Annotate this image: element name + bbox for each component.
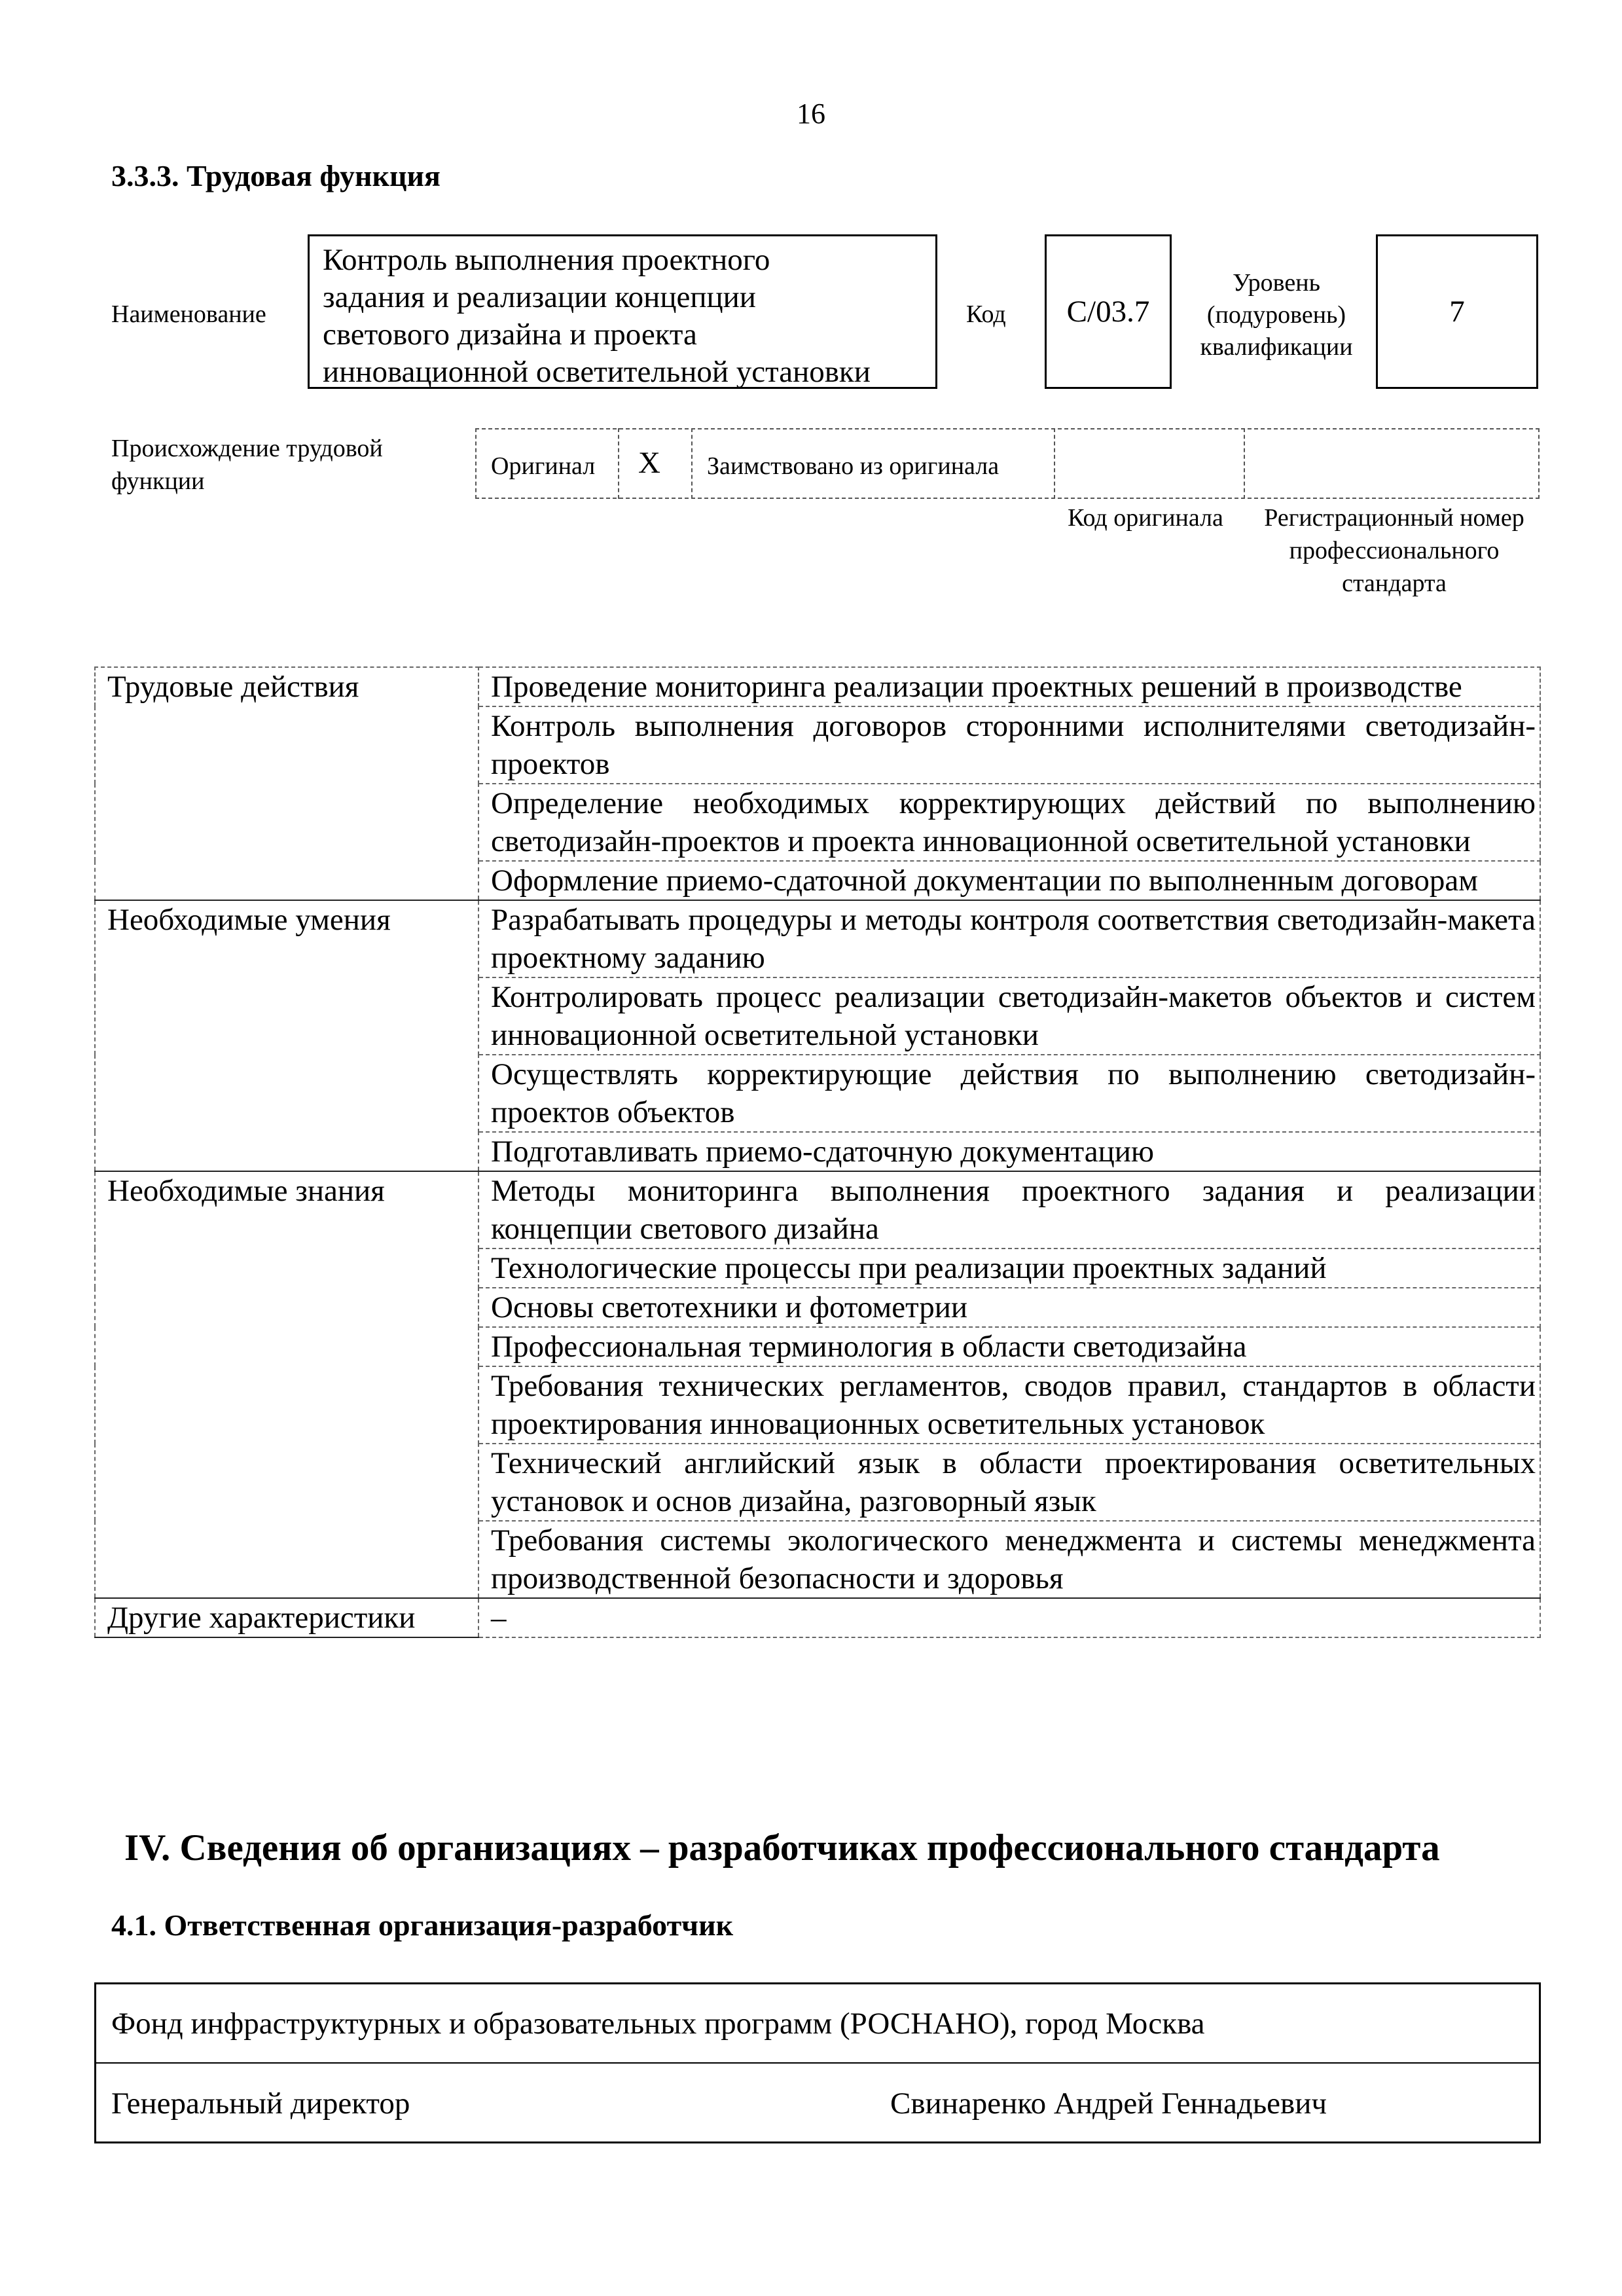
skill-item: Контролировать процесс реализации светодизайн-макетов объектов и систем инновационной осветительной установки — [478, 977, 1540, 1055]
other-characteristics-label: Другие характеристики — [95, 1598, 478, 1637]
organization-divider — [94, 2062, 1541, 2064]
table-row — [95, 1598, 1540, 1637]
function-name-line: светового дизайна и проекта — [323, 318, 697, 352]
code-label: Код — [966, 301, 1006, 328]
knowledge-item: Технологические процессы при реализации проектных заданий — [478, 1248, 1540, 1288]
other-characteristics-value: – — [478, 1598, 1540, 1637]
knowledge-item: Требования технических регламентов, сводов правил, стандартов в области проектирования инновационных осветительных установок — [478, 1366, 1540, 1444]
level-label — [1178, 267, 1375, 363]
origin-divider — [691, 428, 693, 499]
labor-action-item: Определение необходимых корректирующих действий по выполнению светодизайн-проектов и проекта инновационной осветительной установки — [478, 784, 1540, 861]
registration-number-caption: Регистрационный номер профессионального стандарта — [1264, 504, 1524, 597]
level-label-line: (подуровень) — [1206, 301, 1346, 329]
origin-divider — [618, 428, 619, 499]
labor-actions-label: Трудовые действия — [95, 667, 478, 900]
function-name-line: Контроль выполнения проектного — [323, 243, 770, 277]
labor-function-table — [94, 666, 1541, 1638]
origin-divider — [1054, 428, 1055, 499]
organization-name: Фонд инфраструктурных и образовательных программ (РОСНАНО), город Москва — [111, 2007, 1205, 2041]
original-code-caption: Код оригинала — [1068, 504, 1223, 532]
skills-label: Необходимые умения — [95, 900, 478, 1171]
skill-item: Подготавливать приемо-сдаточную документацию — [478, 1132, 1540, 1171]
director-name: Свинаренко Андрей Геннадьевич — [890, 2086, 1327, 2121]
director-title: Генеральный директор — [111, 2086, 410, 2121]
labor-action-item: Контроль выполнения договоров сторонними исполнителями светодизайн-проектов — [478, 706, 1540, 784]
function-name-box — [308, 234, 937, 389]
skill-item: Разрабатывать процедуры и методы контроля соответствия светодизайн-макета проектному заданию — [478, 900, 1540, 977]
skill-item: Осуществлять корректирующие действия по выполнению светодизайн-проектов объектов — [478, 1055, 1540, 1132]
knowledge-label: Необходимые знания — [95, 1171, 478, 1598]
level-value: 7 — [1376, 234, 1538, 389]
level-label-line: Уровень — [1233, 269, 1320, 297]
name-label: Наименование — [111, 301, 266, 328]
page-number: 16 — [797, 98, 825, 130]
function-name-line: задания и реализации концепции — [323, 280, 756, 314]
level-label-line: квалификации — [1200, 333, 1353, 361]
knowledge-item: Основы светотехники и фотометрии — [478, 1288, 1540, 1327]
table-row — [95, 1171, 1540, 1248]
knowledge-item: Технический английский язык в области проектирования осветительных установок и основ дизайна, разговорный язык — [478, 1444, 1540, 1521]
origin-borrowed-label: Заимствовано из оригинала — [707, 452, 1000, 480]
knowledge-item: Требования системы экологического менеджмента и системы менеджмента производственной безопасности и здоровья — [478, 1521, 1540, 1598]
origin-original-label: Оригинал — [491, 452, 596, 480]
origin-divider — [1244, 428, 1245, 499]
function-name-line: инновационной осветительной установки — [323, 355, 871, 389]
table-row — [95, 667, 1540, 706]
section-heading: 3.3.3. Трудовая функция — [111, 159, 441, 192]
section-iv-heading: IV. Сведения об организациях – разработчиках профессионального стандарта — [124, 1827, 1440, 1868]
code-value: C/03.7 — [1045, 234, 1172, 389]
table-row — [95, 900, 1540, 977]
origin-label: Происхождение трудовой функции — [111, 435, 383, 495]
knowledge-item: Профессиональная терминология в области светодизайна — [478, 1327, 1540, 1366]
origin-original-mark: X — [638, 446, 660, 480]
origin-box — [475, 428, 1540, 499]
section-4-1-heading: 4.1. Ответственная организация-разработчик — [111, 1908, 734, 1942]
labor-action-item: Оформление приемо-сдаточной документации по выполненным договорам — [478, 861, 1540, 900]
labor-action-item: Проведение мониторинга реализации проектных решений в производстве — [478, 667, 1540, 706]
knowledge-item: Методы мониторинга выполнения проектного задания и реализации концепции светового дизайна — [478, 1171, 1540, 1248]
